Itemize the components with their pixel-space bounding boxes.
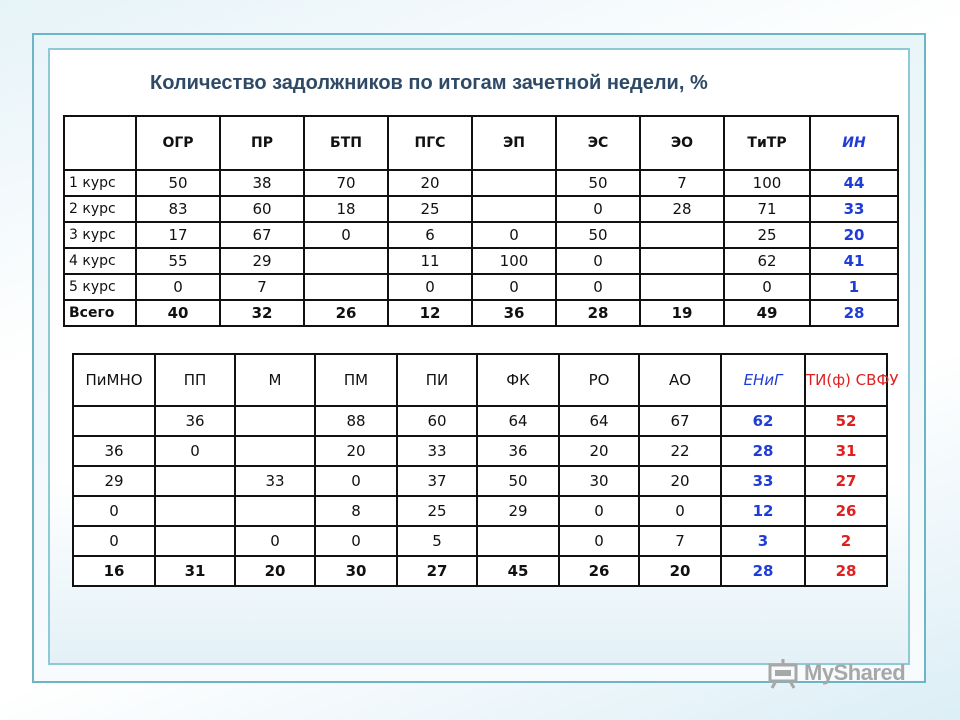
table-cell: 7 (639, 526, 721, 556)
table-cell: 70 (304, 170, 388, 196)
table-row (73, 466, 887, 496)
table-cell: 0 (388, 274, 472, 300)
table-cell: 29 (220, 248, 304, 274)
table-cell: 50 (477, 466, 559, 496)
table-cell: 50 (556, 170, 640, 196)
top-header-cell: БТП (304, 116, 388, 170)
bottom-header-cell: ПМ (315, 354, 397, 406)
table-row (73, 436, 887, 466)
table-cell (235, 496, 315, 526)
table-cell-blue: 12 (721, 496, 805, 526)
table-cell: 36 (73, 436, 155, 466)
table-cell: 18 (304, 196, 388, 222)
table-cell (235, 406, 315, 436)
top-header-cell-in: ИН (810, 116, 898, 170)
table-cell (304, 274, 388, 300)
table-row (64, 196, 898, 222)
table-cell: 83 (136, 196, 220, 222)
table-cell (640, 274, 724, 300)
table-cell: 36 (155, 406, 235, 436)
table-cell: 20 (235, 556, 315, 586)
table-cell (472, 170, 556, 196)
row-label: 5 курс (64, 274, 136, 300)
table-cell: 60 (397, 406, 477, 436)
table-cell: 0 (73, 526, 155, 556)
table-cell: 0 (639, 496, 721, 526)
table-cell: 5 (397, 526, 477, 556)
top-header-cell: ЭП (472, 116, 556, 170)
table-cell-blue: 33 (721, 466, 805, 496)
table-row (64, 222, 898, 248)
table-cell: 0 (315, 466, 397, 496)
table-cell: 20 (388, 170, 472, 196)
table-cell: 20 (639, 466, 721, 496)
bottom-table-header-row (73, 354, 887, 406)
table-cell: 64 (477, 406, 559, 436)
row-label: Всего (64, 300, 136, 326)
table-cell: 8 (315, 496, 397, 526)
table-cell: 0 (136, 274, 220, 300)
table-cell: 0 (472, 222, 556, 248)
top-header-cell: ТиТР (724, 116, 810, 170)
table-cell: 20 (315, 436, 397, 466)
table-cell-blue: 28 (721, 556, 805, 586)
table-cell: 0 (556, 196, 640, 222)
table-cell: 0 (235, 526, 315, 556)
table-cell: 55 (136, 248, 220, 274)
table-cell: 0 (724, 274, 810, 300)
table-cell: 22 (639, 436, 721, 466)
bottom-header-cell: М (235, 354, 315, 406)
table-cell: 62 (724, 248, 810, 274)
top-header-cell: ПГС (388, 116, 472, 170)
table-cell (640, 222, 724, 248)
table-cell: 30 (315, 556, 397, 586)
table-cell: 0 (73, 496, 155, 526)
row-label: 2 курс (64, 196, 136, 222)
table-cell: 7 (220, 274, 304, 300)
table-cell: 11 (388, 248, 472, 274)
bottom-header-cell-svfu: ТИ(ф) СВФУ (805, 354, 887, 406)
watermark-text: MyShared (804, 660, 906, 685)
myshared-watermark (766, 656, 936, 690)
table-cell (472, 196, 556, 222)
table-cell: 67 (220, 222, 304, 248)
table-cell: 26 (559, 556, 639, 586)
slide-title: Количество задолжников по итогам зачетной недели, % (150, 72, 708, 94)
table-row (73, 406, 887, 436)
table-cell: 0 (559, 496, 639, 526)
bottom-table-header (73, 354, 899, 406)
table-cell (477, 526, 559, 556)
table-row (64, 248, 898, 274)
top-table-header (64, 116, 898, 170)
table-cell: 33 (235, 466, 315, 496)
table-cell: 100 (724, 170, 810, 196)
table-cell: 0 (315, 526, 397, 556)
table-cell: 25 (724, 222, 810, 248)
table-cell (73, 406, 155, 436)
table-cell-highlight: 33 (810, 196, 898, 222)
table-cell: 100 (472, 248, 556, 274)
table-cell: 45 (477, 556, 559, 586)
table-cell-blue: 3 (721, 526, 805, 556)
table-cell: 0 (155, 436, 235, 466)
table-row (73, 526, 887, 556)
table-cell-highlight: 20 (810, 222, 898, 248)
bottom-header-cell: РО (559, 354, 639, 406)
table-cell-highlight: 44 (810, 170, 898, 196)
table-cell: 33 (397, 436, 477, 466)
table-cell: 29 (477, 496, 559, 526)
table-cell: 20 (559, 436, 639, 466)
table-cell: 50 (136, 170, 220, 196)
table-cell: 30 (559, 466, 639, 496)
top-header-cell: ЭО (640, 116, 724, 170)
table-cell-red: 52 (805, 406, 887, 436)
table-cell-red: 28 (805, 556, 887, 586)
table-cell (155, 466, 235, 496)
table-cell: 0 (304, 222, 388, 248)
bottom-header-cell-enig: ЕНиГ (721, 354, 805, 406)
table-cell-highlight: 28 (810, 300, 898, 326)
table-cell (155, 526, 235, 556)
row-label: 1 курс (64, 170, 136, 196)
top-header-cell (64, 116, 136, 170)
table-cell-highlight: 41 (810, 248, 898, 274)
top-header-cell: ОГР (136, 116, 220, 170)
table-cell: 25 (397, 496, 477, 526)
bottom-debtors-table (72, 353, 899, 587)
table-row (73, 496, 887, 526)
table-cell-red: 26 (805, 496, 887, 526)
table-cell: 60 (220, 196, 304, 222)
table-cell: 71 (724, 196, 810, 222)
table-row-total (73, 556, 887, 586)
table-cell-red: 2 (805, 526, 887, 556)
table-cell: 64 (559, 406, 639, 436)
bottom-header-cell: ПП (155, 354, 235, 406)
table-cell-red: 31 (805, 436, 887, 466)
table-cell: 36 (477, 436, 559, 466)
table-row (64, 170, 898, 196)
top-header-cell: ЭС (556, 116, 640, 170)
table-cell: 0 (559, 526, 639, 556)
table-cell: 31 (155, 556, 235, 586)
table-cell: 67 (639, 406, 721, 436)
table-cell: 40 (136, 300, 220, 326)
table-cell: 88 (315, 406, 397, 436)
table-cell: 50 (556, 222, 640, 248)
table-row (64, 274, 898, 300)
table-cell: 25 (388, 196, 472, 222)
table-cell: 26 (304, 300, 388, 326)
table-cell: 0 (556, 248, 640, 274)
table-cell: 36 (472, 300, 556, 326)
table-cell: 20 (639, 556, 721, 586)
table-cell: 49 (724, 300, 810, 326)
table-cell: 16 (73, 556, 155, 586)
table-cell-red: 27 (805, 466, 887, 496)
table-cell: 27 (397, 556, 477, 586)
table-cell: 17 (136, 222, 220, 248)
table-cell: 7 (640, 170, 724, 196)
top-debtors-table (63, 115, 899, 327)
row-label: 3 курс (64, 222, 136, 248)
table-cell (235, 436, 315, 466)
bottom-header-cell: ПИ (397, 354, 477, 406)
table-cell: 38 (220, 170, 304, 196)
table-cell: 32 (220, 300, 304, 326)
table-cell: 37 (397, 466, 477, 496)
table-cell: 19 (640, 300, 724, 326)
presentation-board-icon (766, 657, 800, 689)
top-header-cell: ПР (220, 116, 304, 170)
table-cell-blue: 62 (721, 406, 805, 436)
table-cell: 6 (388, 222, 472, 248)
table-cell: 0 (556, 274, 640, 300)
bottom-header-cell: ФК (477, 354, 559, 406)
bottom-header-cell: АО (639, 354, 721, 406)
table-cell-highlight: 1 (810, 274, 898, 300)
table-cell-blue: 28 (721, 436, 805, 466)
bottom-header-cell: ПиМНО (73, 354, 155, 406)
table-row-total (64, 300, 898, 326)
table-cell: 28 (640, 196, 724, 222)
table-cell (640, 248, 724, 274)
top-table-header-row (64, 116, 898, 170)
table-cell: 0 (472, 274, 556, 300)
table-cell: 12 (388, 300, 472, 326)
table-cell: 29 (73, 466, 155, 496)
table-cell (155, 496, 235, 526)
table-cell: 28 (556, 300, 640, 326)
table-cell (304, 248, 388, 274)
row-label: 4 курс (64, 248, 136, 274)
